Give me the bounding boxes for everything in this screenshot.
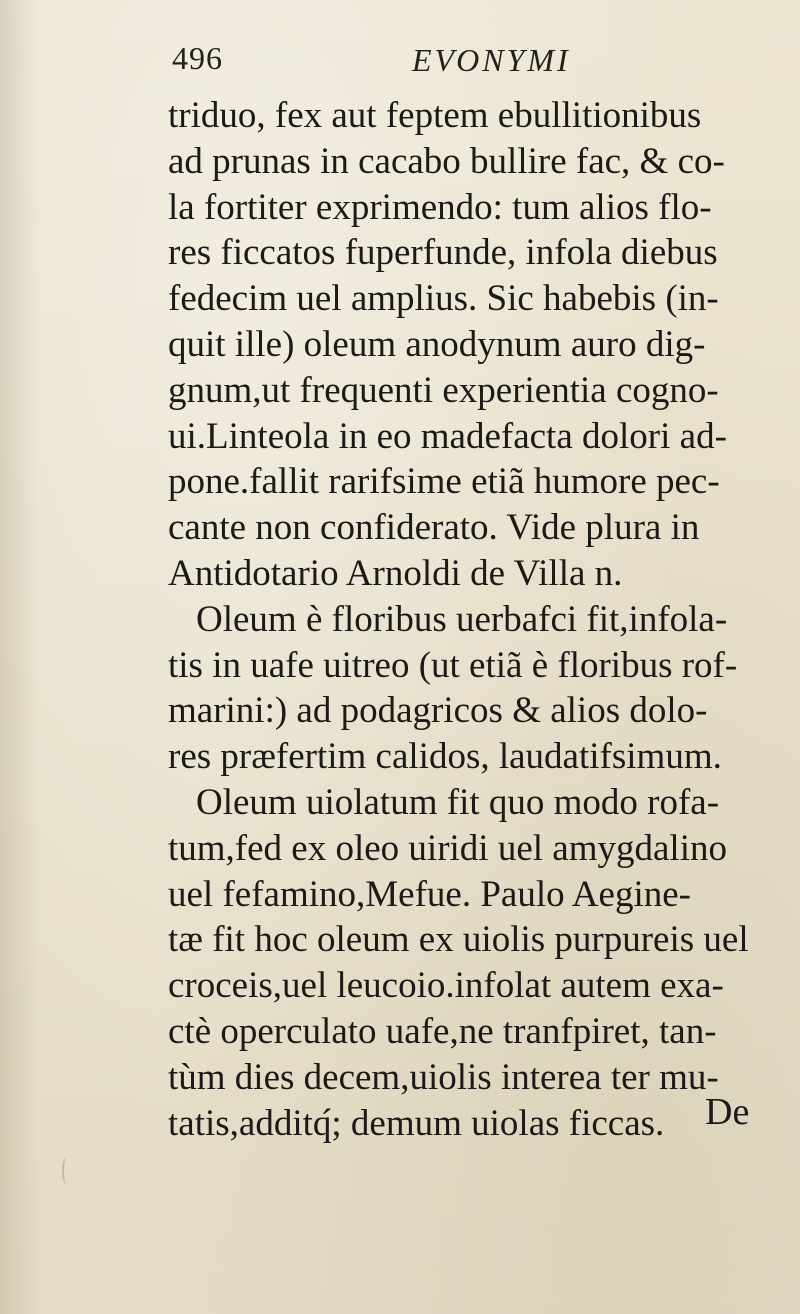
text-line: cante non confiderato. Vide plura in [168, 507, 700, 549]
text-line: croceis,uel leucoio.infolat autem exa- [168, 965, 724, 1007]
text-line: ad prunas in cacabo bullire fac, & co- [168, 140, 725, 182]
paper-blemish [62, 1158, 70, 1184]
page-header [0, 40, 800, 86]
text-line: ui.Linteola in eo madefacta dolori ad- [168, 415, 727, 457]
text-line: tæ fit hoc oleum ex uiolis purpureis uel [168, 919, 749, 961]
page-number: 496 [172, 40, 223, 76]
paragraph-start-line: Oleum uiolatum fit quo modo rofa- [196, 781, 720, 823]
text-line: res ficcatos fuperfunde, infola diebus [168, 232, 718, 274]
text-line: res præfertim calidos, laudatifsimum. [168, 736, 722, 778]
running-head: EVONYMI [412, 42, 571, 78]
text-line: tùm dies decem,uiolis interea ter mu- [168, 1056, 719, 1098]
text-line: tum,fed ex oleo uiridi uel amygdalino [168, 827, 727, 869]
text-line: pone.fallit rarifsime etiã humore pec- [168, 461, 720, 503]
text-line: uel fefamino,Mefue. Paulo Aegine- [168, 873, 691, 915]
text-line: tatis,additq́; demum uiolas ficcas. [168, 1102, 665, 1144]
text-line: la fortiter exprimendo: tum alios flo- [168, 186, 712, 228]
text-line: ctè operculato uafe,ne tranfpiret, tan- [168, 1010, 717, 1052]
gutter-shadow [0, 0, 40, 1314]
catchword: De [705, 1091, 750, 1133]
paragraph-start-line: Oleum è floribus uerbafci fit,infola- [196, 598, 728, 640]
text-line: tis in uafe uitreo (ut etiã è floribus rof- [168, 644, 738, 686]
text-line: gnum,ut frequenti experientia cogno- [168, 369, 719, 411]
text-line: triduo, fex aut feptem ebullitionibus [168, 95, 702, 136]
text-line: marini:) ad podagricos & alios dolo- [168, 690, 708, 732]
text-line: fedecim uel amplius. Sic habebis (in- [168, 278, 719, 320]
text-line: Antidotario Arnoldi de Villa n. [168, 552, 623, 594]
body-text [168, 93, 768, 1146]
text-line: quit ille) oleum anodynum auro dig- [168, 323, 706, 365]
